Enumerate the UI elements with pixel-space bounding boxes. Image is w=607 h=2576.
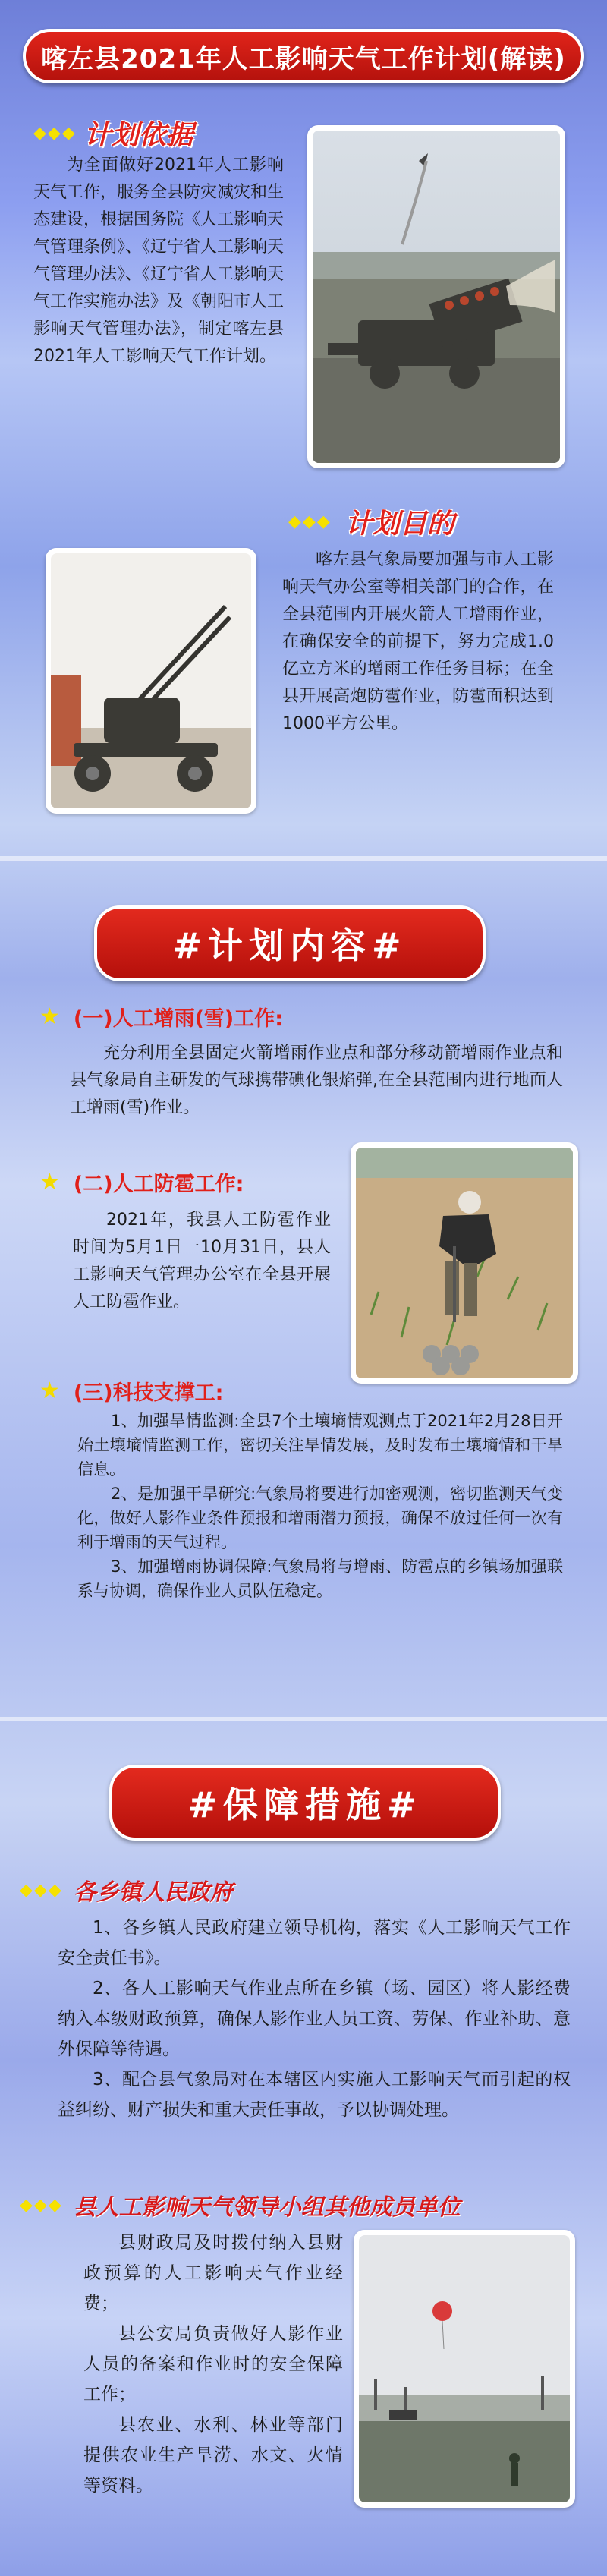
plan-item-2-text: 2021年，我县人工防雹作业时间为5月1日一10月31日，县人工影响天气管理办公室在全县开展人工防雹作业。 bbox=[73, 1211, 331, 1312]
plan-item-1-text: 充分利用全县固定火箭增雨作业点和部分移动箭增雨作业点和县气象局自主研发的气球携带碘化银焰弹,在全县范围内进行地面人工增雨(雪)作业。 bbox=[70, 1044, 563, 1117]
plan-item-2-header bbox=[39, 1167, 244, 1197]
star-icon: ★ bbox=[39, 1169, 60, 1195]
plan-item-3-body bbox=[77, 1409, 563, 1603]
plan-item-1-title: (一)人工增雨(雪)工作: bbox=[73, 1007, 284, 1031]
plan-item-3-paragraph: 3、加强增雨协调保障:气象局将与增雨、防雹点的乡镇场加强联系与协调，确保作业人员队伍稳定。 bbox=[77, 1557, 563, 1600]
anti-aircraft-gun-photo bbox=[46, 548, 256, 814]
guarantee-group-2-header bbox=[20, 2188, 461, 2222]
plan-item-1-header bbox=[39, 1002, 283, 1031]
farmer-field-photo bbox=[351, 1142, 578, 1384]
section-purpose-text: 喀左县气象局要加强与市人工影响天气办公室等相关部门的合作，在全县范围内开展火箭人工增雨作业，在确保安全的前提下，努力完成1.0亿立方米的增雨工作任务目标；在全县开展高炮防雹作业，防雹面积达到1000平方公里。 bbox=[282, 550, 554, 733]
guarantee-paragraph: 县财政局及时拨付纳入县财政预算的人工影响天气作业经费； bbox=[83, 2233, 343, 2313]
section-basis-header bbox=[33, 114, 193, 153]
plan-item-3-paragraph: 1、加强旱情监测:全县7个土壤墒情观测点于2021年2月28日开始土壤墒情监测工作，密切关注旱情发展，及时发布土壤墒情和干旱信息。 bbox=[77, 1412, 563, 1479]
guarantee-group-2-body bbox=[83, 2228, 343, 2501]
plan-item-3-title: (三)科技支撑工: bbox=[73, 1381, 224, 1405]
guarantee-group-1-header bbox=[20, 1873, 233, 1907]
balloon-launch-photo bbox=[354, 2230, 575, 2508]
section-basis-title: 计划依据 bbox=[83, 120, 193, 151]
guarantee-paragraph: 3、配合县气象局对在本辖区内实施人工影响天气而引起的权益纠纷、财产损失和重大责任事故，予以协调处理。 bbox=[58, 2070, 571, 2120]
guarantee-header bbox=[109, 1765, 501, 1841]
section-divider bbox=[0, 1717, 607, 1721]
guarantee-title: #保障措施# bbox=[187, 1784, 423, 1825]
section-purpose-title: 计划目的 bbox=[344, 509, 454, 540]
section-basis-text: 为全面做好2021年人工影响天气工作，服务全县防灾减灾和生态建设，根据国务院《人工影响天气管理条例》、《辽宁省人工影响天气管理办法》、《辽宁省人工影响天气工作实施办法》及《朝阳市人工影响天气管理办法》，制定喀左县2021年人工影响天气工作计划。 bbox=[33, 156, 285, 366]
section-purpose-header bbox=[288, 502, 454, 541]
guarantee-paragraph: 1、各乡镇人民政府建立领导机构，落实《人工影响天气工作安全责任书》。 bbox=[58, 1918, 571, 1968]
plan-item-3-paragraph: 2、是加强干旱研究:气象局将要进行加密观测，密切监测天气变化，做好人影作业条件预报和增雨潜力预报，确保不放过任何一次有利于增雨的天气过程。 bbox=[77, 1485, 563, 1551]
diamond-icons: ◆◆◆ bbox=[33, 124, 77, 143]
page-title: 喀左县2021年人工影响天气工作计划(解读) bbox=[41, 43, 566, 74]
section-divider bbox=[0, 856, 607, 861]
guarantee-paragraph: 县公安局负责做好人影作业人员的备案和作业时的安全保障工作； bbox=[83, 2324, 343, 2404]
diamond-icons: ◆◆◆ bbox=[20, 2195, 63, 2215]
plan-content-title: #计划内容# bbox=[172, 925, 407, 966]
page-title-banner bbox=[23, 29, 584, 83]
guarantee-group-1-title: 各乡镇人民政府 bbox=[73, 1879, 233, 1906]
plan-item-2-title: (二)人工防雹工作: bbox=[73, 1173, 244, 1196]
guarantee-group-2-title: 县人工影响天气领导小组其他成员单位 bbox=[73, 2194, 461, 2221]
diamond-icons: ◆◆◆ bbox=[288, 512, 332, 531]
plan-item-3-header bbox=[39, 1376, 223, 1406]
rocket-launcher-photo bbox=[307, 125, 565, 468]
star-icon: ★ bbox=[39, 1003, 60, 1030]
plan-content-header bbox=[94, 905, 486, 981]
guarantee-paragraph: 2、各人工影响天气作业点所在乡镇（场、园区）将人影经费纳入本级财政预算，确保人影作业人员工资、劳保、作业补助、意外保障等待遇。 bbox=[58, 1979, 571, 2059]
star-icon: ★ bbox=[39, 1378, 60, 1404]
guarantee-group-1-body bbox=[58, 1913, 571, 2125]
guarantee-paragraph: 县农业、水利、林业等部门提供农业生产旱涝、水文、火情等资料。 bbox=[83, 2415, 343, 2496]
diamond-icons: ◆◆◆ bbox=[20, 1880, 63, 1900]
